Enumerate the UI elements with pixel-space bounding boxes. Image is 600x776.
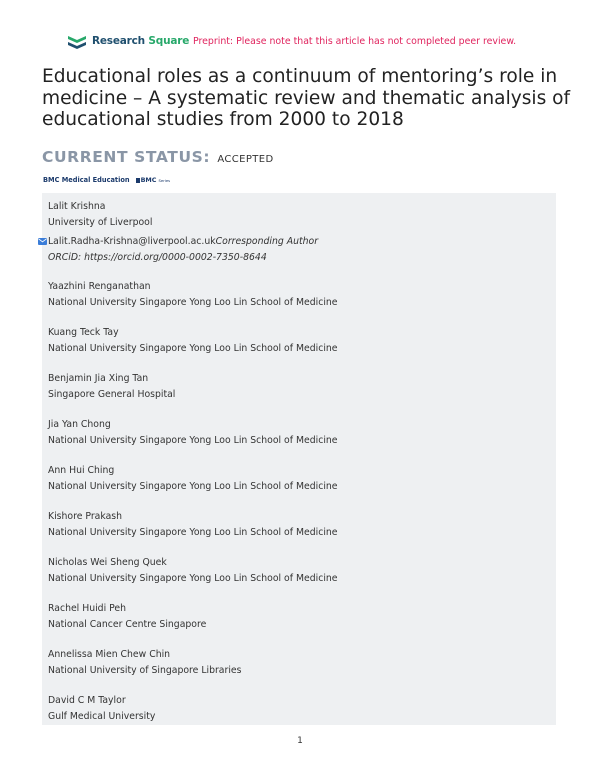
author-entry <box>48 463 338 494</box>
author-name: Benjamin Jia Xing Tan <box>48 373 149 384</box>
research-square-logo-icon <box>66 33 88 49</box>
author-entry <box>48 647 241 678</box>
authors-list <box>42 193 556 725</box>
status-label: CURRENT STATUS: <box>42 148 211 166</box>
author-orcid[interactable]: ORCiD: https://orcid.org/0000-0002-7350-8644 <box>48 251 267 263</box>
author-name: Kishore Prakash <box>48 511 123 522</box>
author-affiliation: National Cancer Centre Singapore <box>48 618 207 630</box>
logo-text: Research Square <box>92 35 190 47</box>
author-email-link[interactable]: Lalit.Radha-Krishna@liverpool.ac.uk <box>48 236 216 247</box>
author-entry <box>48 601 206 632</box>
author-name: Yaazhini Renganathan <box>48 281 151 292</box>
author-affiliation: National University of Singapore Libraries <box>48 664 242 676</box>
author-contact <box>48 234 318 250</box>
author-entry <box>48 279 338 310</box>
author-affiliation: National University Singapore Yong Loo Lin School of Medicine <box>48 480 338 492</box>
author-name: Nicholas Wei Sheng Quek <box>48 557 167 568</box>
author-name: Lalit Krishna <box>48 201 106 212</box>
current-status <box>42 147 274 166</box>
author-name: David C M Taylor <box>48 695 126 706</box>
page-number: 1 <box>297 736 303 746</box>
paper-title: Educational roles as a continuum of mentoring’s role in medicine – A systematic review and thematic analysis of educational studies from 2000 to 2018 <box>42 66 571 130</box>
author-entry <box>48 555 338 586</box>
author-affiliation: Singapore General Hospital <box>48 388 176 400</box>
author-affiliation: University of Liverpool <box>48 216 153 228</box>
author-name: Annelissa Mien Chew Chin <box>48 649 171 660</box>
journal-name: BMC Medical Education <box>43 176 130 184</box>
bmc-logo-mark-icon <box>136 178 140 183</box>
author-entry <box>48 325 338 356</box>
journal-line <box>43 176 170 184</box>
author-entry <box>48 371 175 402</box>
status-value: ACCEPTED <box>217 154 274 165</box>
page-header <box>66 33 546 53</box>
mail-icon <box>38 238 47 245</box>
author-name: Rachel Huidi Peh <box>48 603 127 614</box>
author-name: Ann Hui Ching <box>48 465 115 476</box>
research-square-logo[interactable] <box>66 33 189 49</box>
author-name: Kuang Teck Tay <box>48 327 119 338</box>
author-affiliation: National University Singapore Yong Loo Lin School of Medicine <box>48 434 338 446</box>
author-name: Jia Yan Chong <box>48 419 111 430</box>
bmc-series-logo: BMC Series <box>136 176 171 184</box>
author-entry <box>48 417 338 448</box>
author-affiliation: National University Singapore Yong Loo Lin School of Medicine <box>48 526 338 538</box>
preprint-note: Preprint: Please note that this article has not completed peer review. <box>193 36 517 47</box>
corresponding-author-label: Corresponding Author <box>215 236 319 247</box>
author-entry <box>48 199 318 265</box>
author-affiliation: Gulf Medical University <box>48 710 156 722</box>
author-entry <box>48 509 338 540</box>
author-affiliation: National University Singapore Yong Loo Lin School of Medicine <box>48 572 338 584</box>
author-affiliation: National University Singapore Yong Loo Lin School of Medicine <box>48 296 338 308</box>
author-entry <box>48 693 155 724</box>
author-affiliation: National University Singapore Yong Loo Lin School of Medicine <box>48 342 338 354</box>
